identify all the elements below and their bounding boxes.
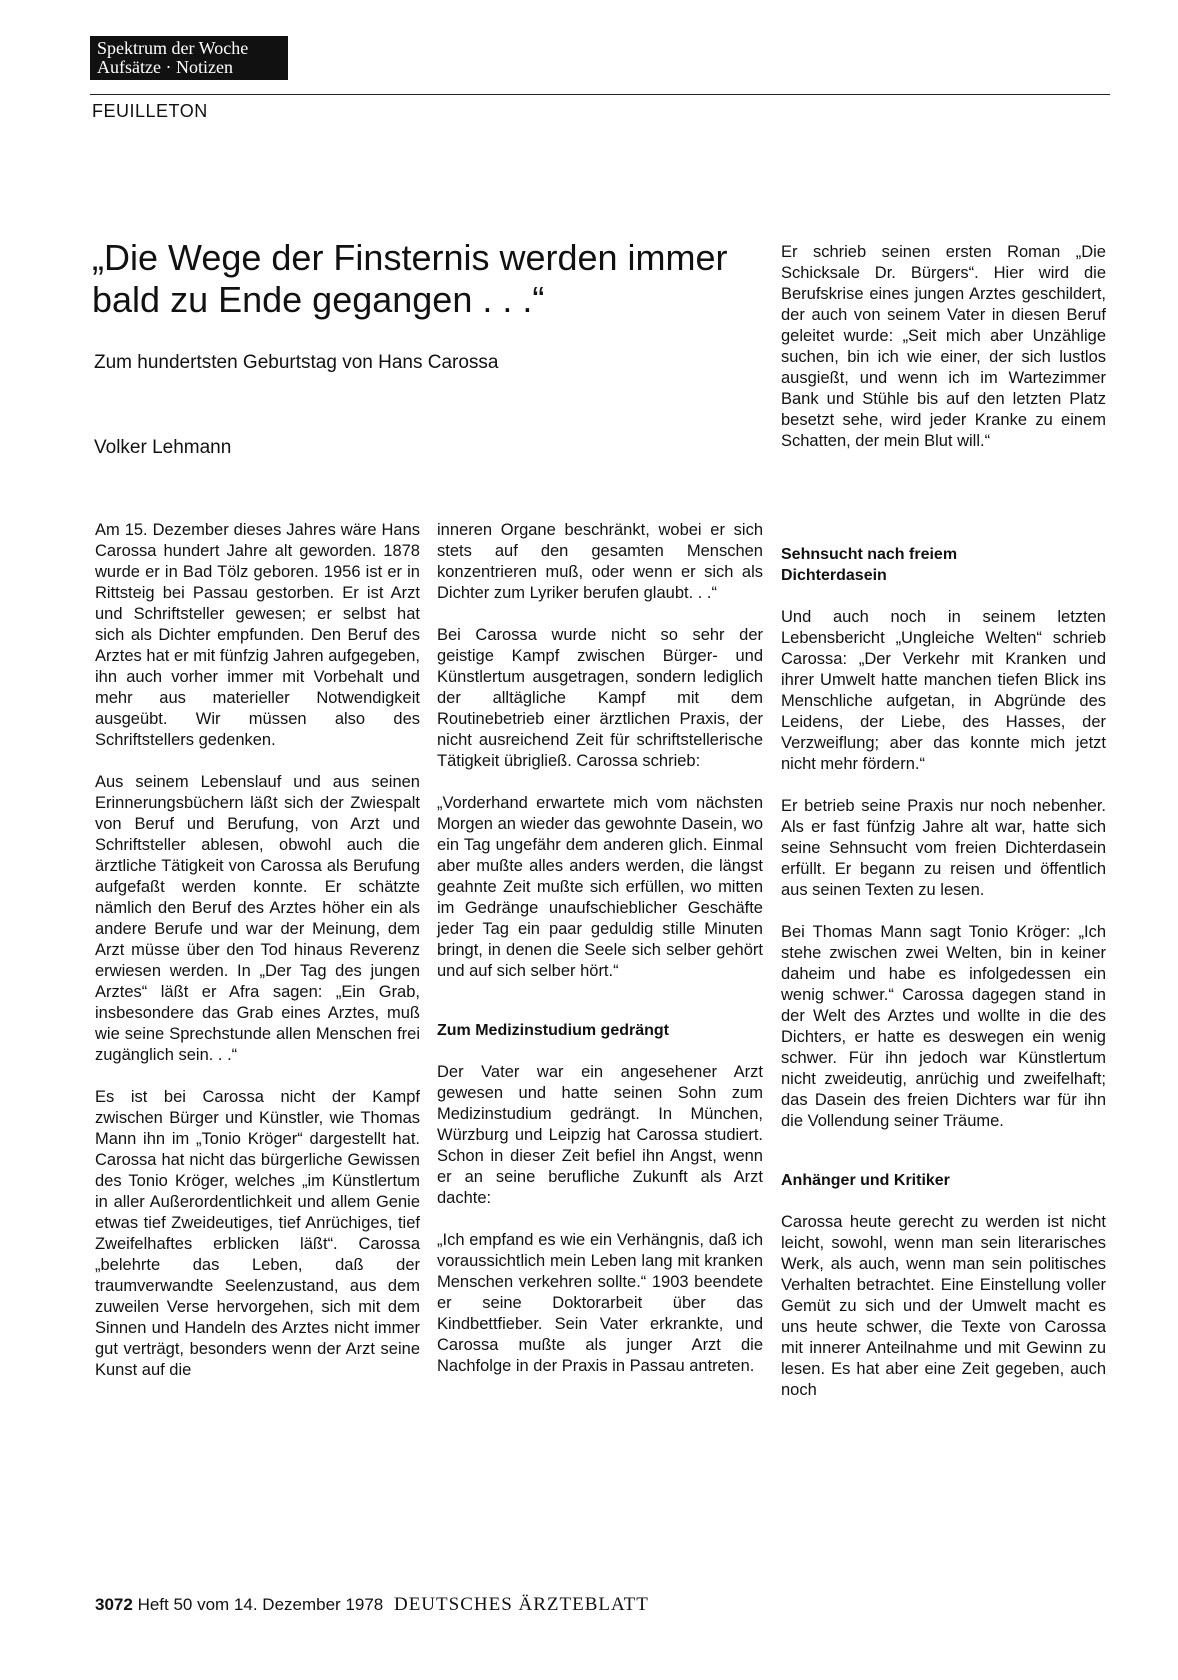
column-3 — [781, 544, 1106, 1422]
paragraph: Und auch noch in seinem letzten Lebensbericht „Ungleiche Welten“ schrieb Carossa: „Der Verkehr mit Kranken und ihrer Umwelt hatte manchen tiefen Blick ins Menschliche aufgetan, in Abgründe des Leidens, der Liebe, des Hasses, der Verzweiflung; aber das konnte mich jetzt nicht mehr fördern.“ — [781, 608, 1106, 773]
page-footer — [95, 1594, 649, 1616]
badge-line-2: Aufsätze · Notizen — [97, 57, 233, 77]
issue-info: Heft 50 vom 14. Dezember 1978 — [137, 1595, 384, 1614]
paragraph: Der Vater war ein angesehener Arzt gewesen und hatte seinen Sohn zum Medizinstudium gedrängt. In München, Würzburg und Leipzig hat Carossa studiert. Schon in dieser Zeit befiel ihn Angst, wenn er an seine berufliche Zukunft als Arzt dachte: — [437, 1063, 763, 1207]
paragraph: Am 15. Dezember dieses Jahres wäre Hans Carossa hundert Jahre alt geworden. 1878 wurde er in Bad Tölz geboren. 1956 ist er in Rittsteig bei Passau gestorben. Er ist Arzt und Schriftsteller gewesen; er selbst hat sich als Dichter empfunden. Den Beruf des Arztes hat er mit fünfzig Jahren aufgegeben, ihn auch vorher immer mit Vorbehalt und mehr aus materieller Notwendigkeit ausgeübt. Wir müssen also des Schriftstellers gedenken. — [95, 521, 420, 749]
header-rule — [90, 94, 1110, 95]
paragraph: Er schrieb seinen ersten Roman „Die Schicksale Dr. Bürgers“. Hier wird die Berufskrise eines jungen Arztes geschildert, der auch von seinem Vater in diesen Beruf geleitet wurde: „Seit mich aber Unzählige suchen, bin ich wie einer, der sich lustlos ausgießt, und wenn ich im Wartezimmer Bank und Stühle bis auf den letzten Platz besetzt sehe, wird jeder Kranke zu einem Schatten, der mein Blut will.“ — [781, 243, 1106, 450]
article-author: Volker Lehmann — [94, 437, 232, 458]
quote-paragraph: „Vorderhand erwartete mich vom nächsten Morgen an wieder das gewohnte Dasein, wo ein Tag ungefähr dem anderen glich. Einmal aber mußte alles anders werden, die längst geahnte Zeit mußte sich erfüllen, wo mitten im Gedränge unaufschieblicher Geschäfte jeder Tag ein paar geduldig stille Minuten bringt, in denen die Seele sich selber gehört und auf sich selber hört.“ — [437, 794, 763, 980]
column-3-top — [781, 242, 1106, 473]
paragraph: Bei Carossa wurde nicht so sehr der geistige Kampf zwischen Bürger- und Künstlertum ausgetragen, sondern lediglich der alltägliche Kampf mit dem Routinebetrieb einer ärztlichen Praxis, der nicht ausreichend Zeit für schriftstellerische Tätigkeit übrigließ. Carossa schrieb: — [437, 626, 763, 770]
section-heading: Anhänger und Kritiker — [781, 1172, 950, 1189]
article-subtitle: Zum hundertsten Geburtstag von Hans Carossa — [94, 352, 499, 373]
column-2 — [437, 520, 763, 1398]
section-badge — [90, 36, 288, 80]
page-number: 3072 — [95, 1595, 133, 1614]
paragraph: Er betrieb seine Praxis nur noch nebenher. Als er fast fünfzig Jahre alt war, hatte sich seine Sehnsucht vom freien Dichterdasein erfüllt. Er begann zu reisen und öffentlich aus seinen Texten zu lesen. — [781, 797, 1106, 899]
badge-line-1: Spektrum der Woche — [97, 38, 249, 58]
column-1 — [95, 520, 420, 1402]
section-heading: Zum Medizinstudium gedrängt — [437, 1022, 669, 1039]
paragraph: Aus seinem Lebenslauf und aus seinen Erinnerungsbüchern läßt sich der Zwiespalt von Beruf und Berufung, von Arzt und Schriftsteller ablesen, obwohl auch die ärztliche Tätigkeit von Carossa als Berufung aufgefaßt werden konnte. Er schätzte nämlich den Beruf des Arztes höher ein als andere Berufe und war der Meinung, dem Arzt müsse über den Tod hinaus Reverenz erwiesen werden. In „Der Tag des jungen Arztes“ läßt er Afra sagen: „Ein Grab, insbesondere das Grab eines Arztes, muß wie seine Sprechstunde allen Menschen frei zugänglich sein. . .“ — [95, 773, 420, 1064]
quote-paragraph: „Ich empfand es wie ein Verhängnis, daß ich voraussichtlich mein Leben lang mit kranken Menschen verkehren sollte.“ 1903 beendete er seine Doktorarbeit über das Kindbettfieber. Sein Vater erkrankte, und Carossa mußte als junger Arzt die Nachfolge in der Praxis in Passau antreten. — [437, 1231, 763, 1375]
journal-name: DEUTSCHES ÄRZTEBLATT — [393, 1594, 649, 1615]
section-label: FEUILLETON — [92, 101, 208, 121]
article-title: „Die Wege der Finsternis werden immer bald zu Ende gegangen . . .“ — [92, 237, 728, 320]
paragraph: Carossa heute gerecht zu werden ist nicht leicht, sowohl, wenn man sein literarisches Werk, als auch, wenn man sein politisches Verhalten betrachtet. Eine Einstellung voller Gemüt zu sich und der Umwelt macht es uns heute schwer, die Texte von Carossa mit innerer Anteilnahme und mit Gewinn zu lesen. Es hat aber eine Zeit gegeben, auch noch — [781, 1213, 1106, 1399]
paragraph: Es ist bei Carossa nicht der Kampf zwischen Bürger und Künstler, wie Thomas Mann ihn im „Tonio Kröger“ dargestellt hat. Carossa hat nicht das bürgerliche Gewissen des Tonio Kröger, welches „im Künstlertum in aller Außerordentlichkeit und allem Genie etwas tief Zweideutiges, tief Anrüchiges, tief Zweifelhaftes erblicken läßt“. Carossa „belehrte das Leben, daß der traumverwandte Seelenzustand, aus dem zuweilen Verse hervorgehen, sich mit dem Sinnen und Handeln des Arztes nicht immer gut verträgt, besonders wenn der Arzt seine Kunst auf die — [95, 1088, 420, 1379]
section-heading: Sehnsucht nach freiem Dichterdasein — [781, 546, 958, 584]
paragraph: inneren Organe beschränkt, wobei er sich stets auf den gesamten Menschen konzentrieren muß, oder wenn er sich als Dichter zum Lyriker berufen glaubt. . .“ — [437, 521, 763, 602]
paragraph: Bei Thomas Mann sagt Tonio Kröger: „Ich stehe zwischen zwei Welten, bin in keiner daheim und habe es infolgedessen ein wenig schwer.“ Carossa dagegen stand in der Welt des Arztes und wollte in die des Dichters, er hatte es deswegen ein wenig schwer. Für ihn jedoch war Künstlertum nicht zweideutig, anrüchig und zweifelhaft; das Dasein des freien Dichters war für ihn die Vollendung seiner Träume. — [781, 923, 1106, 1130]
